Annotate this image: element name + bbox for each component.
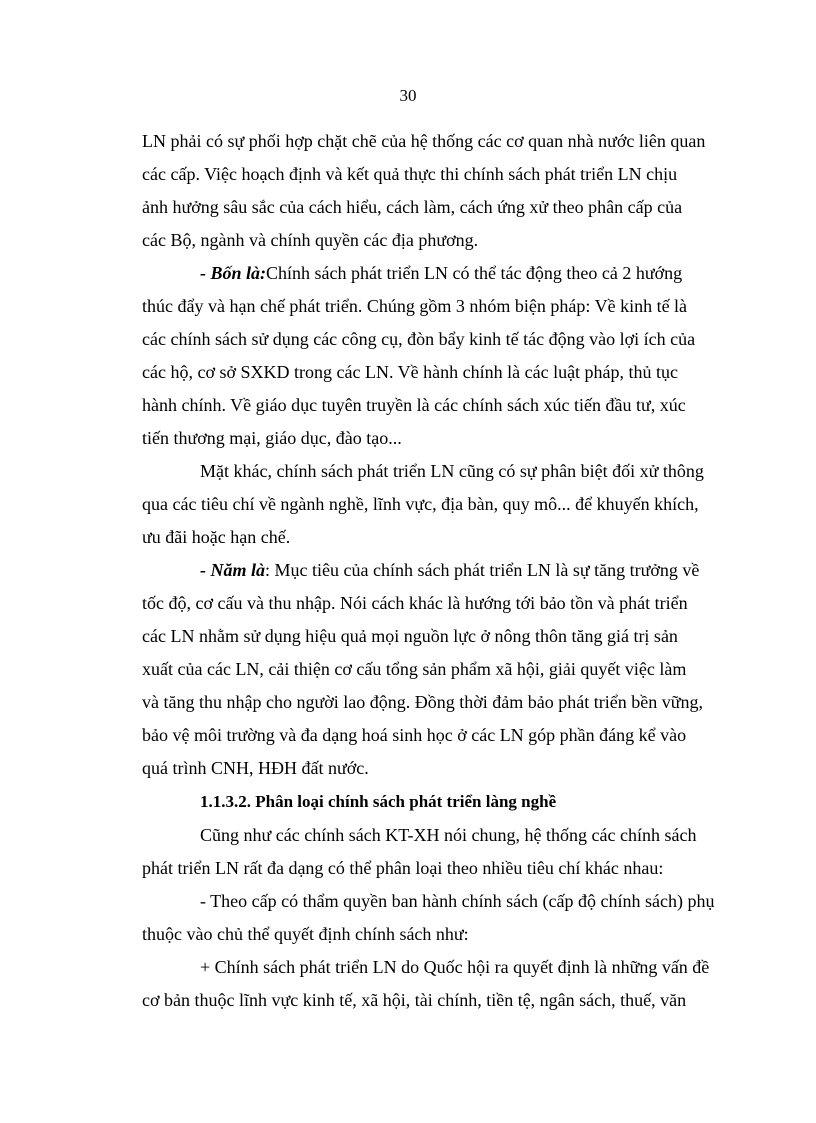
text-line: tốc độ, cơ cấu và thu nhập. Nói cách khác là hướng tới bảo tồn và phát triển [142, 593, 688, 613]
text-line: các hộ, cơ sở SXKD trong các LN. Về hành chính là các luật pháp, thủ tục [142, 362, 679, 382]
text-line: phát triển LN rất đa dạng có thể phân loại theo nhiều tiêu chí khác nhau: [142, 858, 664, 878]
text-line: bảo vệ môi trường và đa dạng hoá sinh học ở các LN góp phần đáng kể vào [142, 725, 687, 745]
paragraph-first-line: Mặt khác, chính sách phát triển LN cũng có sự phân biệt đối xử thông [200, 461, 704, 481]
text-line: thúc đẩy và hạn chế phát triển. Chúng gồm 3 nhóm biện pháp: Về kinh tế là [142, 296, 688, 316]
paragraph-first-line: + Chính sách phát triển LN do Quốc hội ra quyết định là những vấn đề [200, 957, 710, 977]
text-line: LN phải có sự phối hợp chặt chẽ của hệ thống các cơ quan nhà nước liên quan [142, 131, 706, 151]
paragraph-label: - Bốn là: [200, 263, 267, 283]
text-span: : Mục tiêu của chính sách phát triển LN là sự tăng trưởng về [265, 560, 700, 580]
text-line: qua các tiêu chí về ngành nghề, lĩnh vực, địa bàn, quy mô... để khuyến khích, [142, 494, 699, 514]
paragraph-first-line [200, 558, 700, 582]
text-line: xuất của các LN, cải thiện cơ cấu tổng sản phẩm xã hội, giải quyết việc làm [142, 659, 687, 679]
text-span: Chính sách phát triển LN có thể tác động theo cả 2 hướng [266, 263, 683, 283]
text-line: và tăng thu nhập cho người lao động. Đồng thời đảm bảo phát triển bền vững, [142, 692, 703, 712]
text-line: các LN nhằm sử dụng hiệu quả mọi nguồn lực ở nông thôn tăng giá trị sản [142, 626, 678, 646]
text-line: thuộc vào chủ thể quyết định chính sách như: [142, 924, 469, 944]
paragraph-first-line: Cũng như các chính sách KT-XH nói chung, hệ thống các chính sách [200, 825, 697, 845]
text-line: các Bộ, ngành và chính quyền các địa phương. [142, 230, 479, 250]
paragraph-first-line: - Theo cấp có thẩm quyền ban hành chính sách (cấp độ chính sách) phụ [200, 891, 715, 911]
paragraph-first-line [200, 261, 683, 285]
text-line: các chính sách sử dụng các công cụ, đòn bẩy kinh tế tác động vào lợi ích của [142, 329, 696, 349]
section-heading: 1.1.3.2. Phân loại chính sách phát triển làng nghề [200, 792, 557, 811]
text-line: ưu đãi hoặc hạn chế. [142, 527, 291, 547]
text-line: hành chính. Về giáo dục tuyên truyền là các chính sách xúc tiến đầu tư, xúc [142, 395, 686, 415]
text-line: quá trình CNH, HĐH đất nước. [142, 758, 369, 778]
text-line: các cấp. Việc hoạch định và kết quả thực thi chính sách phát triển LN chịu [142, 164, 678, 184]
text-line: ảnh hưởng sâu sắc của cách hiểu, cách làm, cách ứng xử theo phân cấp của [142, 197, 683, 217]
text-line: tiến thương mại, giáo dục, đào tạo... [142, 428, 402, 448]
paragraph-label: - Năm là [200, 560, 265, 580]
page-number: 30 [399, 86, 417, 105]
text-line: cơ bản thuộc lĩnh vực kinh tế, xã hội, tài chính, tiền tệ, ngân sách, thuế, văn [142, 990, 687, 1010]
